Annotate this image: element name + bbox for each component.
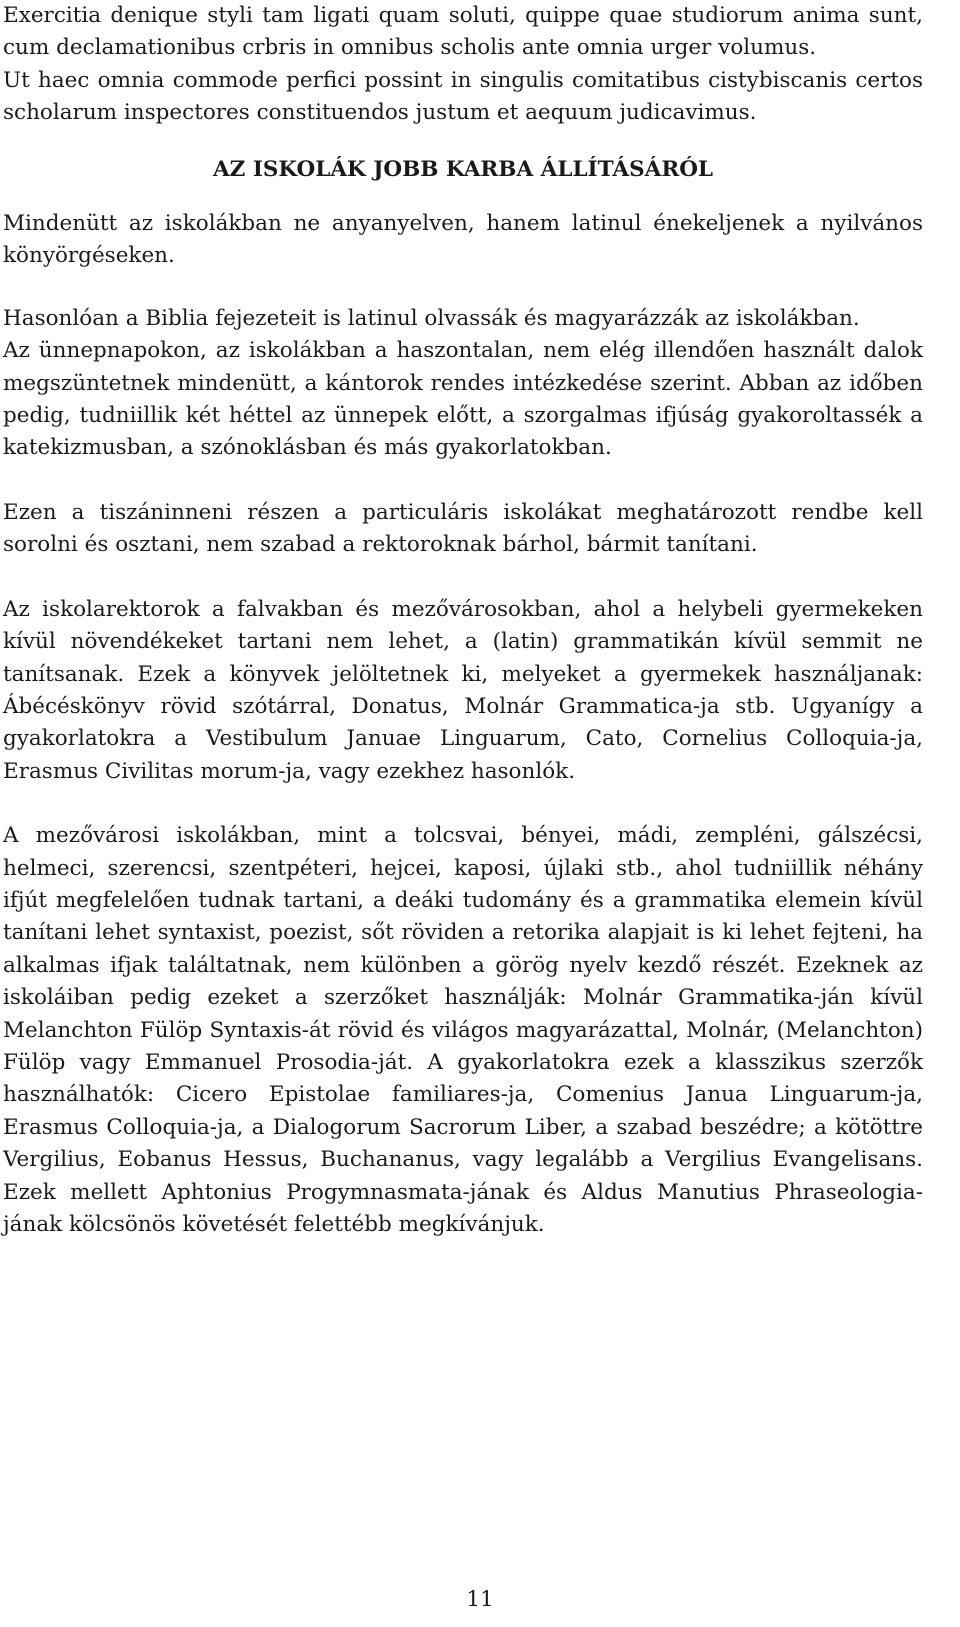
paragraph-holiday-songs: Az ünnepnapokon, az iskolákban a haszontalan, nem elég illendően használt dalok megszüntetnek mindenütt, a kántorok rendes intézkedése szerint. Abban az időben pedig, tudniillik két héttel az ünnepek előtt, a szorgalmas ifjúság gyakoroltassék a katekizmusban, a szónoklásban és más gyakorlatokban.: [3, 338, 923, 461]
paragraph-village-rectors: Az iskolarektorok a falvakban és mezővárosokban, ahol a helybeli gyermekeken kívül növendékeket tartani nem lehet, a (latin) grammatikán kívül semmit ne tanítsanak. Ezek a könyvek jelöltetnek ki, melyeket a gyermekek használjanak: Ábécéskönyv rövid szótárral, Donatus, Molnár Grammatica-ja stb. Ugyanígy a gyakorlatokra a Vestibulum Januae Linguarum, Cato, Cornelius Colloquia-ja, Erasmus Civilitas morum-ja, vagy ezekhez hasonlók.: [3, 596, 923, 784]
document-page: [3, 0, 923, 1241]
paragraph-latin-singing: Mindenütt az iskolákban ne anyanyelven, hanem latinul énekeljenek a nyilvános könyörgéseken.: [3, 211, 923, 269]
spacer: [3, 788, 923, 820]
spacer: [3, 273, 923, 303]
page-number: 11: [466, 1587, 494, 1612]
paragraph-bible-reading: Hasonlóan a Biblia fejezeteit is latinul olvassák és magyarázzák az iskolákban.: [3, 305, 860, 331]
spacer: [3, 562, 923, 594]
spacer: [3, 465, 923, 497]
paragraph-latin-exercitia: Exercitia denique styli tam ligati quam soluti, quippe quae studiorum anima sunt, cum declamationibus crbris in omnibus scholis ante omnia urger volumus.: [3, 3, 923, 61]
paragraph-particular-schools: Ezen a tiszáninneni részen a particuláris iskolákat meghatározott rendbe kell sorolni és osztani, nem szabad a rektoroknak bárhol, bármit tanítani.: [3, 499, 923, 558]
paragraph-market-town-schools: A mezővárosi iskolákban, mint a tolcsvai, bényei, mádi, zempléni, gálszécsi, helmeci, szerencsi, szentpéteri, hejcei, kaposi, újlaki stb., ahol tudniillik néhány ifjút megfelelően tudnak tartani, a deáki tudomány és a grammatika elemein kívül tanítani lehet syntaxist, poezist, sőt röviden a retorika alapjait is ki lehet fejteni, ha alkalmas ifjak találtatnak, nem különben a görög nyelv kezdő részét. Ezeknek az iskoláiban pedig ezeket a szerzőket használják: Molnár Grammatika-ján kívül Melanchton Fülöp Syntaxis-át rövid és világos magyarázattal, Molnár, (Melanchton) Fülöp vagy Emmanuel Prosodia-ját. A gyakorlatokra ezek a klasszikus szerzők használhatók: Cicero Epistolae familiares-ja, Comenius Janua Linguarum-ja, Erasmus Colloquia-ja, a Dialogorum Sacrorum Liber, a szabad beszédre; a kötöttre Vergilius, Eobanus Hessus, Buchananus, vagy legalább a Vergilius Evangelisans. Ezek mellett Aphtonius Progymnasmata-jának és Aldus Manutius Phraseologia-jának kölcsönös követését felettébb megkívánjuk.: [3, 823, 923, 1237]
paragraph-latin-inspectores: Ut haec omnia commode perfici possint in singulis comitatibus cistybiscanis certos scholarum inspectores constituendos justum et aequum judicavimus.: [3, 67, 923, 126]
section-heading: AZ ISKOLÁK JOBB KARBA ÁLLÍTÁSÁRÓL: [212, 156, 714, 182]
